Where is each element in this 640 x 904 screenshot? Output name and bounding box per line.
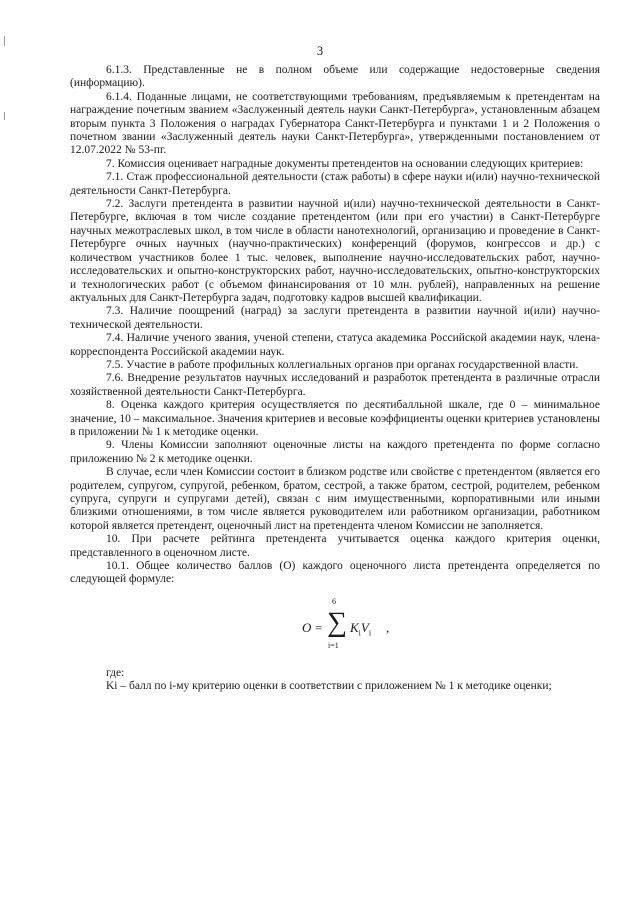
formula-v: V (360, 619, 369, 635)
clause-8: 8. Оценка каждого критерия осуществляется по десятибалльной шкале, где 0 – минимальное значение, 10 – максимальное. Значения критериев и весовые коэффициенты оценки критериев установлены в приложении № 1 к методике оценки. (70, 399, 600, 438)
formula-k: K (350, 619, 359, 635)
clause-10-1: 10.1. Общее количество баллов (О) каждого оценочного листа претендента определяется по следующей формуле: (70, 560, 600, 586)
clause-10: 10. При расчете рейтинга претендента учитывается оценка каждого критерия оценки, представленного в оценочном листе. (70, 533, 600, 559)
formula-sum-lower: i=1 (328, 640, 339, 650)
clause-7-6: 7.6. Внедрение результатов научных исследований и разработок претендента в различные отрасли хозяйственной деятельности Санкт-Петербурга. (70, 372, 600, 398)
where-label: где: (106, 666, 125, 679)
clause-6-1-4: 6.1.4. Поданные лицами, не соответствующими требованиям, предъявляемым к претендентам на награждение почетным званием «Заслуженный деятель науки Санкт-Петербурга», установленным абзацем вторым пункта 3 Положения о наградах Губернатора Санкт-Петербурга и пунктами 1 и 2 Положения о почетном звании «Заслуженный деятель науки Санкт-Петербурга», утвержденными постановлением от 12.07.2022 № 53-пг. (70, 90, 600, 157)
clause-9-exception: В случае, если член Комиссии состоит в близком родстве или свойстве с претендентом (является его родителем, супругом, супругой, ребенком, братом, сестрой, а также братом, сестрой, родителем, ребенком супруга, супруги и супругами детей), связан с ним имущественными, корпоративными или иными близкими отношениями, в том числе является руководителем или работником организации, работником которой является претендент, оценочный лист на претендента членом Комиссии не заполняется. (70, 466, 600, 532)
clause-9: 9. Члены Комиссии заполняют оценочные листы на каждого претендента по форме согласно приложению № 2 к методике оценки. (70, 439, 600, 465)
definition-ki: Ki – балл по i-му критерию оценки в соответствии с приложением № 1 к методике оценки; (106, 680, 552, 693)
page-number: 3 (316, 44, 324, 58)
formula-equals: = (315, 619, 323, 635)
score-formula (70, 591, 600, 665)
scan-margin-mark-bottom (4, 112, 5, 120)
clause-7: 7. Комиссия оценивает наградные документы претендентов на основании следующих критериев: (106, 157, 584, 170)
clause-6-1-3: 6.1.3. Представленные не в полном объеме или содержащие недостоверные сведения (информацию). (70, 64, 600, 90)
formula-sum-upper: 6 (332, 596, 336, 606)
clause-7-1: 7.1. Стаж профессиональной деятельности (стаж работы) в сфере науки и(или) научно-технической деятельности Санкт-Петербурга. (70, 171, 600, 197)
formula-sum-symbol: ∑ (327, 606, 347, 638)
formula-k-sub: i (358, 628, 361, 638)
document-body (70, 64, 600, 694)
clause-7-4: 7.4. Наличие ученого звания, ученой степени, статуса академика Российской академии наук, члена-корреспондента Российской академии наук. (70, 332, 600, 358)
clause-7-2: 7.2. Заслуги претендента в развитии научной и(или) научно-технической деятельности в Санкт-Петербурге, включая в том числе создание претендентом (или при его участии) в Санкт-Петербурге научных межотраслевых школ, в том числе в области нанотехнологий, организацию и проведение в Санкт-Петербурге очных научных (научно-практических) конференций (форумов, конгрессов и др.) с количеством участников более 1 тыс. человек, выполнение научно-исследовательских работ, научно-исследовательских и опытно-конструкторских работ, научно-исследовательских, опытно-конструкторских и технологических работ (с объемом финансирования от 10 млн. рублей), направленных на решение актуальных для Санкт-Петербурга задач, подготовку кадров высшей квалификации. (70, 198, 600, 304)
clause-7-5: 7.5. Участие в работе профильных коллегиальных органов при органах государственной власти. (106, 358, 579, 371)
formula-comma: , (386, 619, 390, 635)
formula-lhs: О (302, 619, 312, 635)
formula-term (350, 620, 371, 638)
clause-7-3: 7.3. Наличие поощрений (наград) за заслуги претендента в развитии научной и(или) научно-технической деятельности. (70, 305, 600, 331)
formula-v-sub: i (368, 628, 372, 638)
